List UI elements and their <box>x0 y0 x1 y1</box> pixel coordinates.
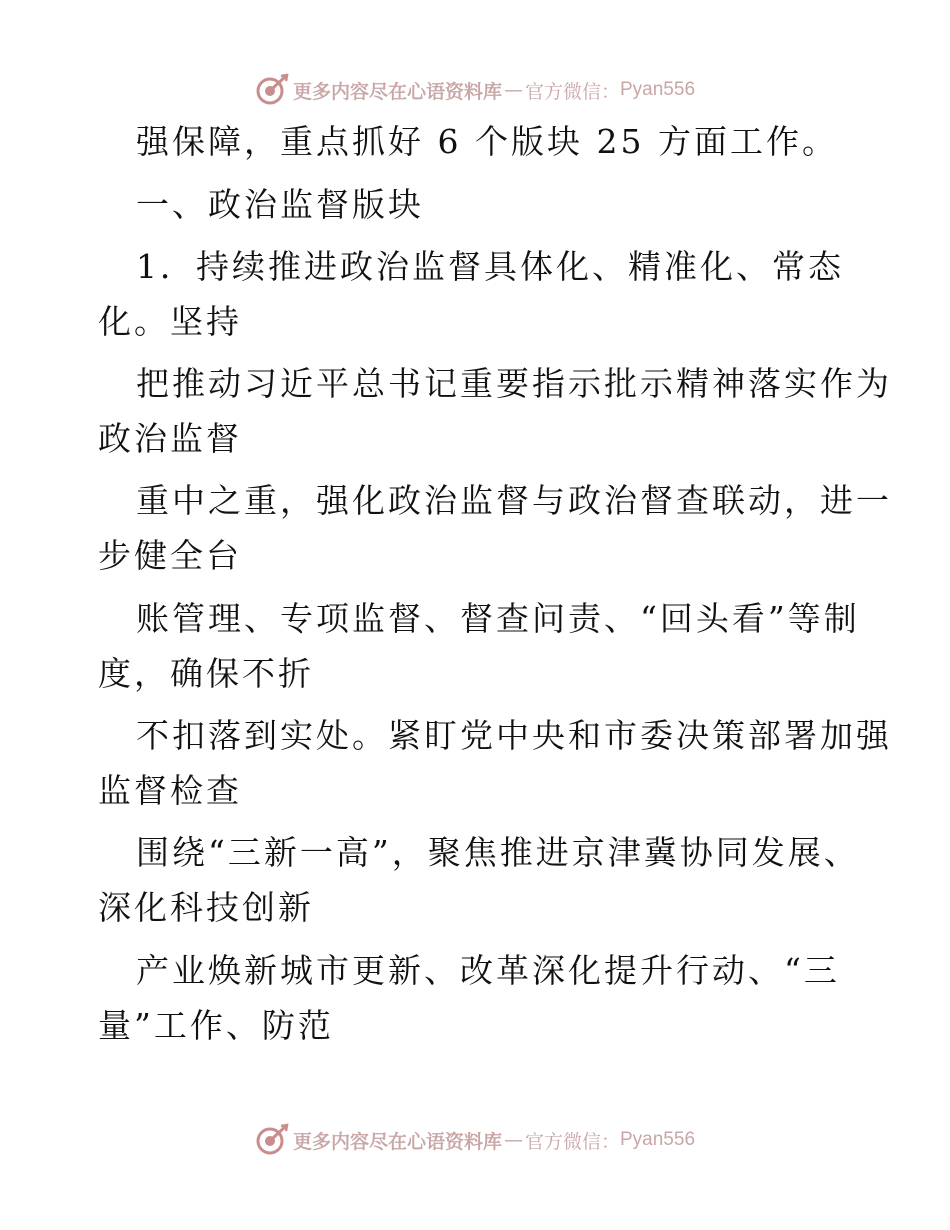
section-heading: 一、政治监督版块 <box>136 185 424 224</box>
text-line: 化。坚持 <box>98 302 242 341</box>
logo-icon <box>255 73 289 107</box>
watermark-dash: — <box>503 79 523 101</box>
watermark-dash: — <box>503 1129 523 1151</box>
text-line: 度，确保不折 <box>98 654 314 693</box>
text-line: 深化科技创新 <box>98 888 314 927</box>
watermark-text: 更多内容尽在心语资料库 <box>292 80 502 103</box>
watermark-id: Pyan556 <box>620 1129 696 1150</box>
text-line: 把推动习近平总书记重要指示批示精神落实作为 <box>136 364 892 403</box>
text-line: 不扣落到实处。紧盯党中央和市委决策部署加强 <box>136 716 892 755</box>
watermark-text: 更多内容尽在心语资料库 <box>292 1130 502 1153</box>
watermark-id: Pyan556 <box>620 79 696 100</box>
text-line: 账管理、专项监督、督查问责、“回头看”等制 <box>136 599 860 638</box>
watermark-label: 官方微信： <box>524 80 620 103</box>
text-line: 监督检查 <box>98 771 242 810</box>
watermark-label: 官方微信： <box>524 1130 620 1153</box>
text-line: 1．持续推进政治监督具体化、精准化、常态 <box>136 247 844 286</box>
watermark-footer <box>0 1120 950 1160</box>
text-line: 量”工作、防范 <box>98 1006 334 1045</box>
text-line: 政治监督 <box>98 419 242 458</box>
text-line: 步健全台 <box>98 536 242 575</box>
text-line: 产业焕新城市更新、改革深化提升行动、“三 <box>136 951 840 990</box>
logo-icon <box>255 1123 289 1157</box>
text-line: 重中之重，强化政治监督与政治督查联动，进一 <box>136 481 892 520</box>
text-line: 围绕“三新一高”，聚焦推进京津冀协同发展、 <box>136 833 860 872</box>
watermark-header <box>0 70 950 110</box>
text-line: 强保障，重点抓好 6 个版块 25 方面工作。 <box>136 122 838 161</box>
